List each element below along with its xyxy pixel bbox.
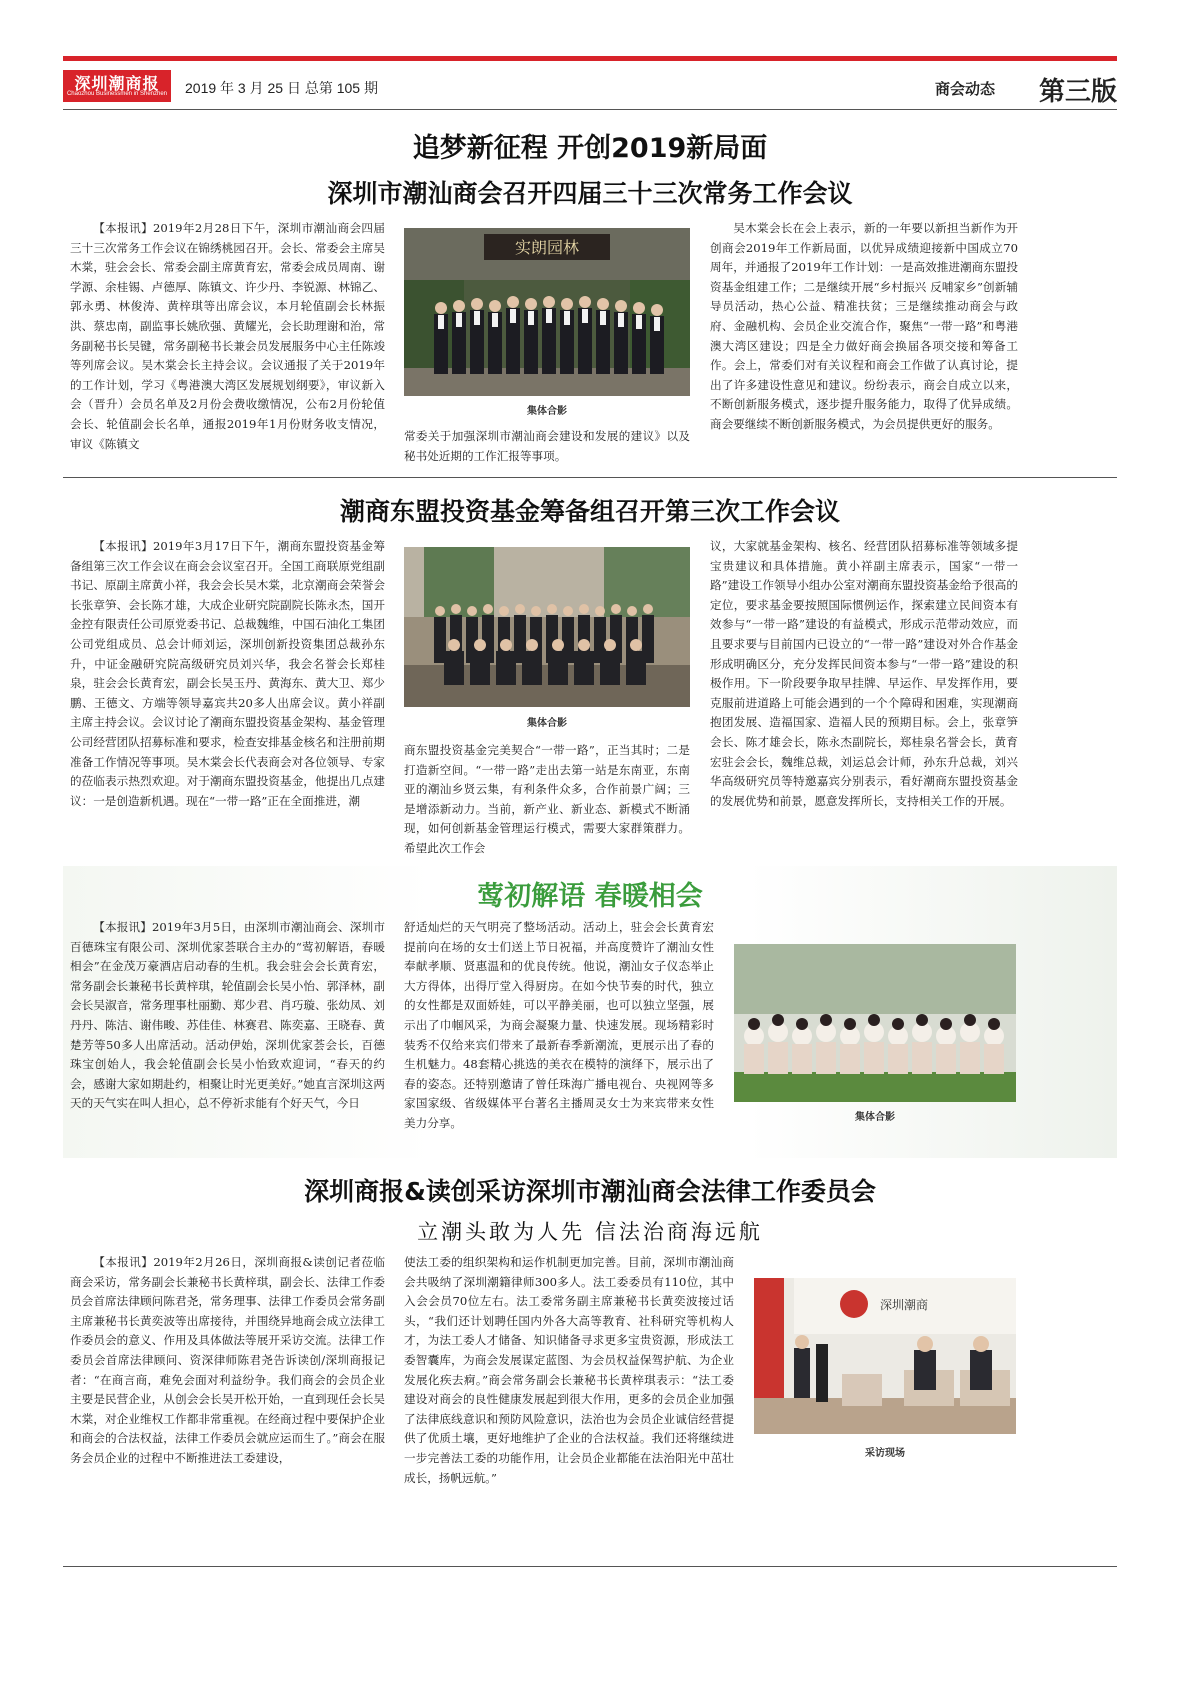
article4-caption: 采访现场 bbox=[865, 1448, 905, 1459]
article2-column-2: 商东盟投资基金完美契合“一带一路”，正当其时；二是打造新空间。“一带一路”走出去第一站是东南亚，东南亚的潮汕乡贤云集，有利条件众多，合作前景广阔；三是增添新动力。当前，新产业、新业态、新模式不断涌现，如何创新基金管理运行模式，需要大家群策群力。希望此次工作会 bbox=[404, 743, 690, 855]
article1-column-2: 常委关于加强深圳市潮汕商会建设和发展的建议》以及秘书处近期的工作汇报等事项。 bbox=[404, 429, 690, 463]
article4-column-1: 【本报讯】2019年2月26日，深圳商报&读创记者莅临商会采访，常务副会长兼秘书长黄梓琪，副会长、法律工作委员会首席法律顾问陈君尧，常务理事、法律工作委员会常务副主席兼秘书长黄奕波等出席接待，并围绕异地商会成立法律工作委员会的意义、作用及具体做法等展开采访交流。法律工作委员会首席法律顾问、资深律师陈君尧告诉读创/深圳商报记者：“在商言商，难免会面对利益纷争。我们商会的会员企业主要是民营企业，从创会会长吴开松开始，一直到现任会长吴木棠，对企业维权工作都非常重视。在经商过程中要保护企业和商会的合法权益，法律工作委员会就应运而生了。”商会在服务会员企业的过程中不断推进法工委建设， bbox=[70, 1255, 385, 1465]
article1-caption: 集体合影 bbox=[527, 406, 567, 417]
article2-group-photo bbox=[404, 547, 690, 707]
article3-caption: 集体合影 bbox=[855, 1112, 895, 1123]
page-number: 第三版 bbox=[1038, 76, 1117, 106]
article1-subtitle: 深圳市潮汕商会召开四届三十三次常务工作会议 bbox=[327, 179, 853, 208]
article2-title: 潮商东盟投资基金筹备组召开第三次工作会议 bbox=[339, 497, 840, 526]
article3-column-1: 【本报讯】2019年3月5日，由深圳市潮汕商会、深圳市百德珠宝有限公司、深圳优家荟联合主办的“莺初解语，春暖相会”在金茂万豪酒店启动春的生机。我会驻会会长黄育宏，常务副会长兼秘书长黄梓琪，轮值副会长吴小怡、郭泽林，副会长吴淑音，常务理事杜丽勤、郑少君、肖巧璇、张幼凤、刘丹丹、陈洁、谢伟畯、苏佳佳、林赛君、陈奕嘉、王晓春、黄楚芳等50多人出席活动。活动伊始，深圳优家荟会长，百德珠宝创始人，我会轮值副会长吴小怡致欢迎词，“春天的约会，感谢大家如期赴约，相聚让时光更美好。”她直言深圳这两天的天气实在叫人担心，总不停祈求能有个好天气，今日 bbox=[70, 920, 385, 1111]
backdrop-text: 深圳潮商 bbox=[879, 1298, 929, 1312]
issue-date: 2019 年 3 月 25 日 总第 105 期 bbox=[185, 80, 378, 96]
logo-english: Chaozhou Businessmen in Shenzhen bbox=[66, 91, 168, 97]
article2-caption: 集体合影 bbox=[527, 718, 567, 729]
photo-sign-text: 实朗园林 bbox=[514, 238, 580, 257]
article4-subtitle: 立潮头敢为人先 信法治商海远航 bbox=[417, 1220, 763, 1244]
top-red-bar bbox=[63, 56, 1117, 61]
masthead bbox=[63, 70, 1117, 104]
article3-column-2: 舒适灿烂的天气明亮了整场活动。活动上，驻会会长黄育宏提前向在场的女士们送上节日祝福，并高度赞许了潮汕女性奉献孝顺、贤惠温和的优良传统。他说，潮汕女子仪态举止大方得体，出得厅堂入得厨房。在如今快节奏的时代，独立的女性都是双面娇娃，可以平静美丽，也可以独立坚强，展示出了巾帼风采，为商会凝聚力量、快速发展。现场精彩时装秀不仅给来宾们带来了最新春季新潮流，更展示出了春的生机魅力。48套精心挑选的美衣在模特的演绎下，展示出了春的姿态。还特别邀请了曾任珠海广播电视台、央视网等多家国家级、省级媒体平台著名主播周灵女士为来宾带来女性美力分享。 bbox=[404, 920, 714, 1130]
logo-chinese: 深圳潮商报 bbox=[74, 74, 160, 93]
article4-column-2: 使法工委的组织架构和运作机制更加完善。目前，深圳市潮汕商会共吸纳了深圳潮籍律师300多人。法工委委员有110位，其中入会会员70位左右。法工委常务副主席兼秘书长黄奕波接过话头，“我们还计划聘任国内外各大高等教育、社科研究等机构人才，为法工委人才储备、知识储备寻求更多宝贵资源，形成法工委智囊库，为商会发展谋定蓝图、为会员权益保驾护航、为企业发展化疾去痾。”商会常务副会长兼秘书长黄梓琪表示：“法工委建设对商会的良性健康发展起到很大作用，更多的会员企业加强了法律底线意识和预防风险意识，法治也为会员企业诚信经营提供了优质土壤，更好地维护了企业的合法权益。我们还将继续进一步完善法工委的功能作用，让会员企业都能在法治阳光中茁壮成长，扬帆远航。” bbox=[404, 1255, 734, 1485]
article3-group-photo bbox=[734, 944, 1016, 1102]
article1-divider bbox=[63, 477, 1117, 478]
article1-column-1: 【本报讯】2019年2月28日下午，深圳市潮汕商会四届三十三次常务工作会议在锦绣桃园召开。会长、常委会主席吴木棠，驻会会长、常委会副主席黄育宏，常委会成员周南、谢学源、余桂锡、卢德厚、陈镇文、许少丹、李锐源、林锦乙、郭永勇、林俊涛、黄梓琪等出席会议，本月轮值副会长林振洪、蔡忠南，副监事长姚欣强、黄耀光，会长助理谢和治，常务副秘书长吴键，常务副秘书长兼会员发展服务中心主任陈竣等列席会议。吴木棠会长主持会议。会议通报了关于2019年的工作计划，学习《粤港澳大湾区发展规划纲要》，审议新入会（晋升）会员名单及2月份会费收缴情况，公布2月份轮值会长、轮值副会长名单，通报2019年1月份财务收支情况，审议《陈镇文 bbox=[70, 221, 385, 451]
article2-column-1: 【本报讯】2019年3月17日下午，潮商东盟投资基金筹备组第三次工作会议在商会会议室召开。全国工商联原党组副书记、原副主席黄小祥，我会会长吴木棠，北京潮商会荣誉会长张章笋、会长陈才雄，大成企业研究院副院长陈永杰，国开金控有限责任公司原党委书记、总裁魏维，中国石油化工集团公司党组成员、总会计师刘运，深圳创新投资集团总裁孙东升，中证金融研究院高级研究员刘兴华，我会名誉会长郑桂泉，驻会会长黄育宏，副会长吴玉丹、黄海东、黄大卫、郑少鹏、王德文、方端等领导嘉宾共20多人出席会议。黄小祥副主席主持会议。会议讨论了潮商东盟投资基金架构、基金管理公司经营团队招募标准和要求，检查安排基金核名和注册前期准备工作情况等事项。吴木棠会长代表商会对各位领导、专家的莅临表示热烈欢迎。对于潮商东盟投资基金，他提出几点建议：一是创造新机遇。现在“一带一路”正在全面推进，潮 bbox=[70, 539, 385, 808]
newspaper-logo bbox=[63, 70, 171, 102]
article1-title: 追梦新征程 开创2019新局面 bbox=[412, 133, 768, 164]
article1-column-3: 吴木棠会长在会上表示，新的一年要以新担当新作为开创商会2019年工作新局面，以优异成绩迎接新中国成立70周年，并通报了2019年工作计划：一是高效推进潮商东盟投资基金组建工作；二是继续开展“乡村振兴 反哺家乡”创新辅导员活动，热心公益、精准扶贫；三是继续推动商会与政府、金融机构、会员企业交流合作，聚焦“一带一路”和粤港澳大湾区建设；四是全力做好商会换届各项交接和筹备工作。会上，常委们对有关议程和商会工作做了认真讨论，提出了许多建设性意见和建议。纷纷表示，商会自成立以来，不断创新服务模式，逐步提升服务能力，取得了优异成绩。商会要继续不断创新服务模式，为会员提供更好的服务。 bbox=[710, 221, 1018, 431]
article4-title: 深圳商报&读创采访深圳市潮汕商会法律工作委员会 bbox=[304, 1177, 876, 1206]
article4-interview-photo bbox=[754, 1278, 1016, 1434]
article2-column-3: 议，大家就基金架构、核名、经营团队招募标准等领域多提宝贵建议和具体措施。黄小祥副主席表示，国家“一带一路”建设工作领导小组办公室对潮商东盟投资基金给予很高的定位，要求基金要按照国际惯例运作，探索建立民间资本有效参与“一带一路”建设的有益模式，形成示范带动效应，而且要求要与目前国内已设立的“一带一路”建设对外合作基金形成明确区分，充分发挥民间资本参与“一带一路”建设的积极作用。下一阶段要争取早挂牌、早运作、早发挥作用，要克服前进道路上可能会遇到的一个个障碍和困难，实现潮商抱团发展、造福国家、造福人民的预期目标。会上，张章笋会长、陈才雄会长，陈永杰副院长，郑桂泉名誉会长，黄育宏驻会会长，魏维总裁，刘运总会计师，孙东升总裁，刘兴华高级研究员等特邀嘉宾分别表示，看好潮商东盟投资基金的发展优势和前景，愿意发挥所长，支持相关工作的开展。 bbox=[710, 539, 1018, 808]
section-name: 商会动态 bbox=[934, 81, 995, 98]
masthead-rule bbox=[63, 109, 1117, 110]
article1-group-photo bbox=[404, 228, 690, 396]
bottom-rule bbox=[63, 1566, 1117, 1567]
article3-title: 莺初解语 春暖相会 bbox=[477, 881, 703, 912]
